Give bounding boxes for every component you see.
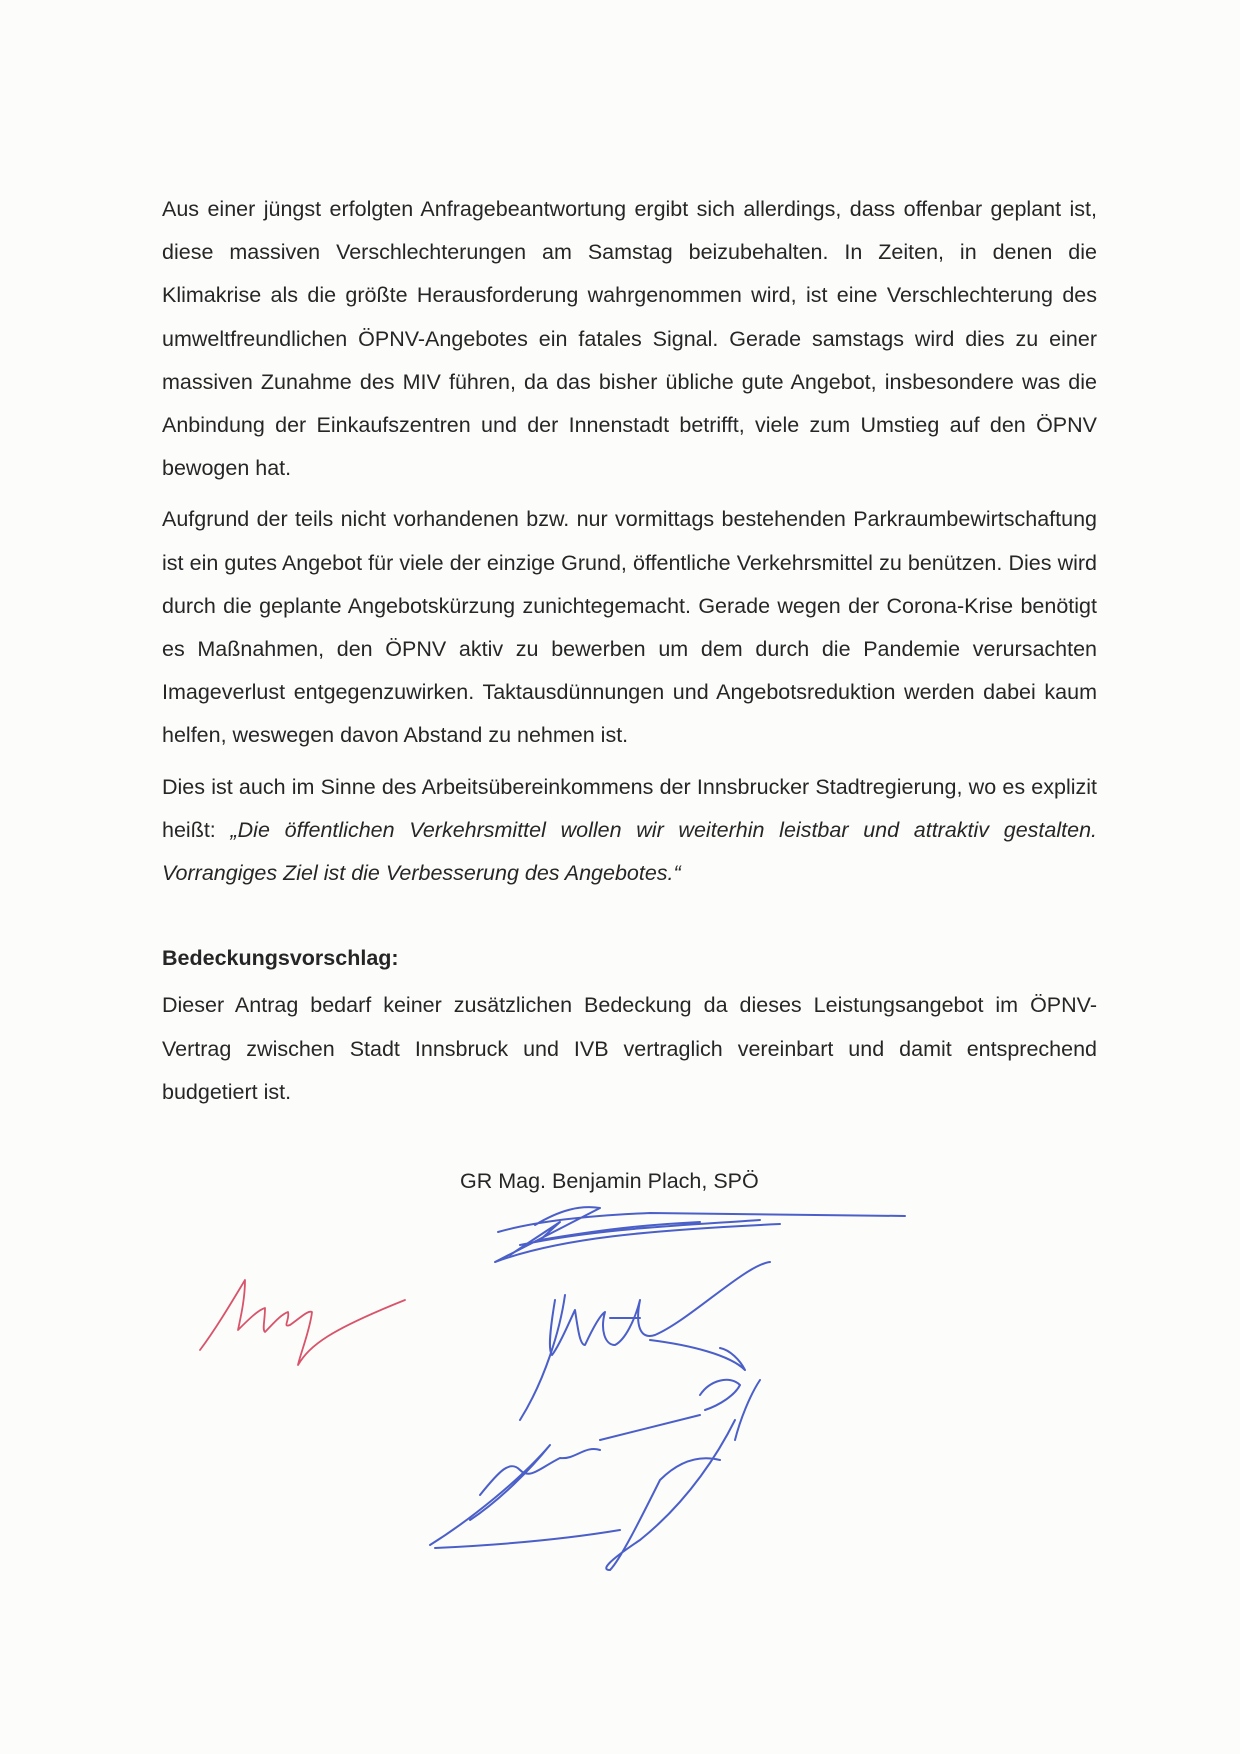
document-body [162, 188, 1097, 1122]
signature-3 [430, 1380, 760, 1570]
signature-red [200, 1280, 405, 1365]
signatory-name: GR Mag. Benjamin Plach, SPÖ [460, 1169, 759, 1193]
coverage-text: Dieser Antrag bedarf keiner zusätzlichen Bedeckung da dieses Leistungsangebot im ÖPNV-Vertrag zwischen Stadt Innsbruck und IVB vertraglich vereinbart und damit entsprechend budgetiert ist. [162, 993, 1097, 1104]
coalition-quote: „Die öffentlichen Verkehrsmittel wollen wir weiterhin leistbar und attraktiv gestalten. Vorrangiges Ziel ist die Verbesserung des Angebotes.“ [162, 817, 1097, 886]
paragraph-2: Aufgrund der teils nicht vorhandenen bzw. nur vormittags bestehenden Parkraumbewirtschaftung ist ein gutes Angebot für viele der einzige Grund, öffentliche Verkehrsmittel zu benützen. Dies wird durch die geplante Angebotskürzung zunichtegemacht. Gerade wegen der Corona-Krise benötigt es Maßnahmen, den ÖPNV aktiv zu bewerben um dem durch die Pandemie verursachten Imageverlust entgegenzuwirken. Taktausdünnungen und Angebotsreduktion werden dabei kaum helfen, weswegen davon Abstand zu nehmen ist. [162, 507, 1097, 748]
signature-1 [495, 1207, 905, 1262]
paragraph-3-intro: Dies ist auch im Sinne des Arbeitsübereinkommens der Innsbrucker Stadtregierung, wo es explizit heißt: [162, 774, 1097, 842]
paragraph-3 [162, 766, 1097, 896]
paragraph-1: Aus einer jüngst erfolgten Anfragebeantwortung ergibt sich allerdings, dass offenbar geplant ist, diese massiven Verschlechterungen am Samstag beizubehalten. In Zeiten, in denen die Klimakrise als die größte Herausforderung wahrgenommen wird, ist eine Verschlechterung des umweltfreundlichen ÖPNV-Angebotes ein fatales Signal. Gerade samstags wird dies zu einer massiven Zunahme des MIV führen, da das bisher übliche gute Angebot, insbesondere was die Anbindung der Einkaufszentren und der Innenstadt betrifft, viele zum Umstieg auf den ÖPNV bewogen hat. [162, 197, 1097, 481]
coverage-heading: Bedeckungsvorschlag: [162, 946, 399, 971]
signature-2 [520, 1262, 770, 1420]
